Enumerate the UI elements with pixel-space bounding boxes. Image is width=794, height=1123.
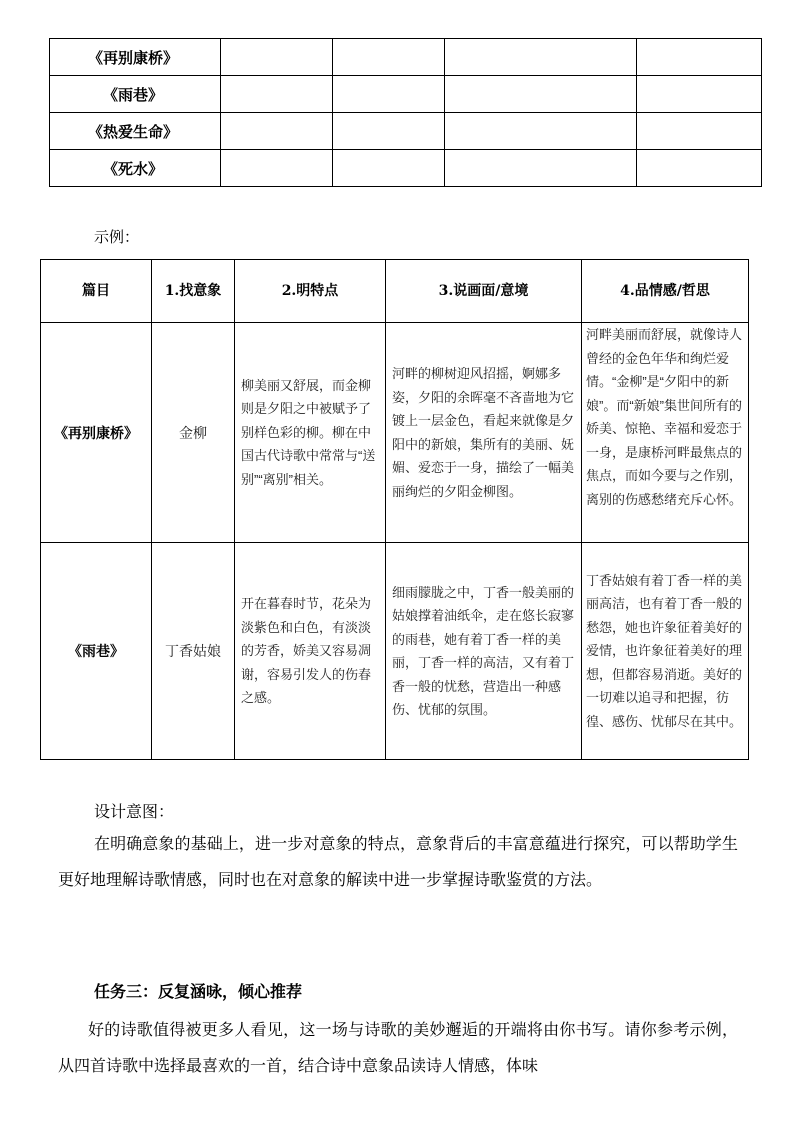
emotion-cell: 河畔美丽而舒展，就像诗人曾经的金色年华和绚烂爱情。“金柳”是“夕阳中的新娘”。而“新娘”集世间所有的娇美、惊艳、幸福和爱恋于一身，是康桥河畔最焦点的焦点，而如今要与之作别，离别的伤感愁绪充斥心怀。 xyxy=(582,323,749,543)
empty-cell xyxy=(333,76,445,113)
table-row xyxy=(50,76,762,113)
column-header: 2.明特点 xyxy=(235,260,386,323)
empty-cell xyxy=(445,76,637,113)
feature-cell: 开在暮春时节，花朵为淡紫色和白色，有淡淡的芳香，娇美又容易凋谢，容易引发人的伤春之感。 xyxy=(235,543,386,760)
empty-cell xyxy=(445,150,637,187)
scene-cell: 细雨朦胧之中，丁香一般美丽的姑娘撑着油纸伞，走在悠长寂寥的雨巷，她有着丁香一样的美丽，丁香一样的高洁，又有着丁香一般的忧愁，营造出一种感伤、忧郁的氛围。 xyxy=(386,543,582,760)
image-cell: 丁香姑娘 xyxy=(152,543,235,760)
column-header: 1.找意象 xyxy=(152,260,235,323)
task-paragraph: 好的诗歌值得被更多人看见，这一场与诗歌的美妙邂逅的开端将由你书写。请你参考示例，从四首诗歌中选择最喜欢的一首，结合诗中意象品读诗人情感，体味 xyxy=(58,1020,738,1075)
design-label: 设计意图： xyxy=(94,802,175,821)
column-header: 4.品情感/哲思 xyxy=(582,260,749,323)
poem-title: 《再别康桥》 xyxy=(50,39,221,76)
example-label: 示例： xyxy=(94,228,140,246)
empty-cell xyxy=(637,150,762,187)
table-row xyxy=(41,543,749,760)
poem-title: 《雨巷》 xyxy=(50,76,221,113)
poem-title: 《热爱生命》 xyxy=(50,113,221,150)
design-paragraph: 在明确意象的基础上，进一步对意象的特点，意象背后的丰富意蕴进行探究，可以帮助学生更好地理解诗歌情感，同时也在对意象的解读中进一步掌握诗歌鉴赏的方法。 xyxy=(58,834,738,889)
empty-cell xyxy=(445,113,637,150)
poem-title: 《再别康桥》 xyxy=(41,323,152,543)
empty-cell xyxy=(221,39,333,76)
empty-cell xyxy=(333,39,445,76)
empty-cell xyxy=(445,39,637,76)
table-header-row xyxy=(41,260,749,323)
table-row xyxy=(50,150,762,187)
empty-cell xyxy=(333,150,445,187)
table-row xyxy=(41,323,749,543)
empty-cell xyxy=(221,113,333,150)
task-heading: 任务三：反复涵咏，倾心推荐 xyxy=(94,982,303,1001)
empty-cell xyxy=(637,76,762,113)
column-header: 3.说画面/意境 xyxy=(386,260,582,323)
empty-cell xyxy=(333,113,445,150)
feature-cell: 柳美丽又舒展，而金柳则是夕阳之中被赋予了别样色彩的柳。柳在中国古代诗歌中常常与“送别”“离别”相关。 xyxy=(235,323,386,543)
example-table xyxy=(40,259,749,760)
table-row xyxy=(50,113,762,150)
scene-cell: 河畔的柳树迎风招摇，婀娜多姿，夕阳的余晖毫不吝啬地为它镀上一层金色，看起来就像是夕阳中的新娘，集所有的美丽、妩媚、爱恋于一身，描绘了一幅美丽绚烂的夕阳金柳图。 xyxy=(386,323,582,543)
image-cell: 金柳 xyxy=(152,323,235,543)
poem-title: 《雨巷》 xyxy=(41,543,152,760)
empty-cell xyxy=(637,113,762,150)
empty-cell xyxy=(221,150,333,187)
empty-cell xyxy=(637,39,762,76)
empty-cell xyxy=(221,76,333,113)
table-row xyxy=(50,39,762,76)
emotion-cell: 丁香姑娘有着丁香一样的美丽高洁，也有着丁香一般的愁怨，她也许象征着美好的爱情，也许象征着美好的理想，但都容易消逝。美好的一切难以追寻和把握，彷徨、感伤、忧郁尽在其中。 xyxy=(582,543,749,760)
column-header: 篇目 xyxy=(41,260,152,323)
poem-title: 《死水》 xyxy=(50,150,221,187)
poem-list-table xyxy=(49,38,762,187)
